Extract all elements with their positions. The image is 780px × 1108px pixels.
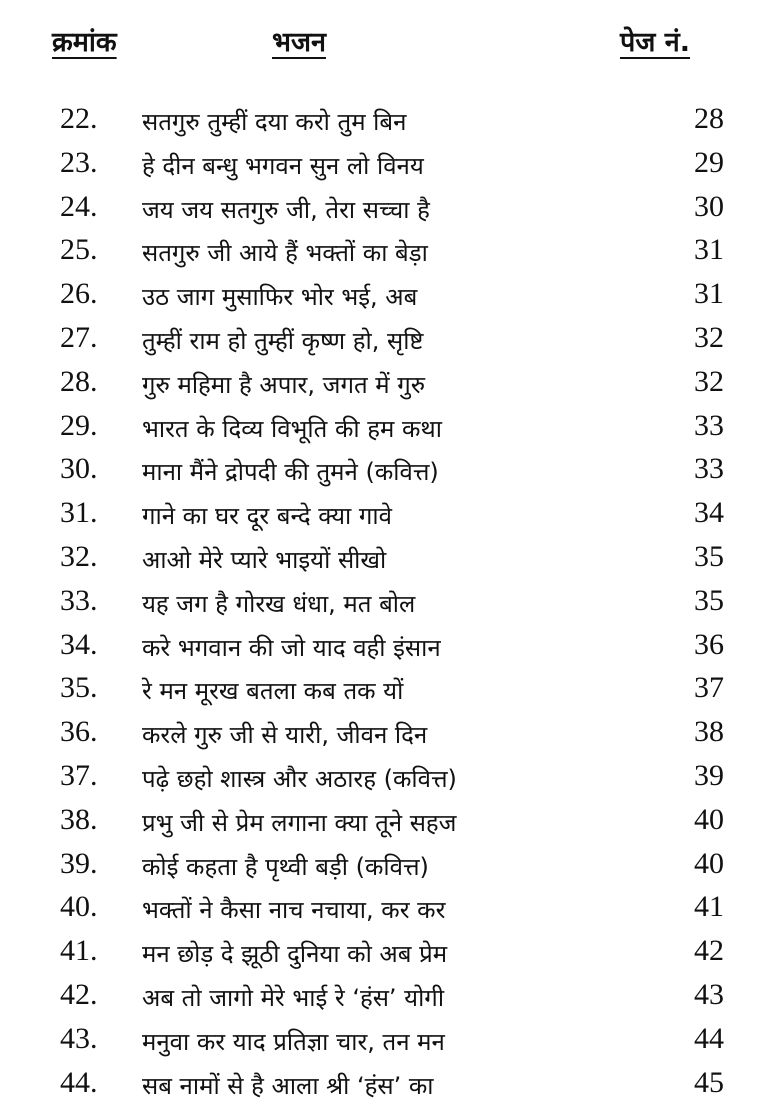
serial-number: 28. xyxy=(60,364,98,398)
serial-number: 24. xyxy=(60,189,98,223)
bhajan-title: भक्तों ने कैसा नाच नचाया, कर कर xyxy=(142,896,446,925)
bhajan-title: माना मैंने द्रोपदी की तुमने (कवित्त) xyxy=(142,458,439,487)
serial-number: 30. xyxy=(60,452,98,486)
list-item xyxy=(0,884,780,928)
serial-number: 23. xyxy=(60,145,98,179)
bhajan-title: हे दीन बन्धु भगवन सुन लो विनय xyxy=(142,151,424,180)
bhajan-title: आओ मेरे प्यारे भाइयों सीखो xyxy=(142,545,387,574)
page-number: 39 xyxy=(694,758,724,792)
bhajan-title: मन छोड़ दे झूठी दुनिया को अब प्रेम xyxy=(142,940,448,969)
list-item xyxy=(0,534,780,578)
serial-number: 37. xyxy=(60,758,98,792)
list-item xyxy=(0,622,780,666)
page-number: 34 xyxy=(694,496,724,530)
list-item xyxy=(0,665,780,709)
list-item xyxy=(0,315,780,359)
serial-number-header: क्रमांक xyxy=(52,27,117,58)
bhajan-title: मनुवा कर याद प्रतिज्ञा चार, तन मन xyxy=(142,1027,445,1056)
list-item xyxy=(0,446,780,490)
bhajan-title: प्रभु जी से प्रेम लगाना क्या तूने सहज xyxy=(142,808,457,837)
page-number-header: पेज नं. xyxy=(620,27,691,58)
bhajan-title: गुरु महिमा है अपार, जगत में गुरु xyxy=(142,370,426,399)
list-item xyxy=(0,271,780,315)
bhajan-title: कोई कहता है पृथ्वी बड़ी (कवित्त) xyxy=(142,852,429,881)
list-item xyxy=(0,403,780,447)
bhajan-title: रे मन मूरख बतला कब तक यों xyxy=(142,677,404,706)
page-number: 30 xyxy=(694,189,724,223)
list-item xyxy=(0,140,780,184)
list-item xyxy=(0,709,780,753)
serial-number: 27. xyxy=(60,320,98,354)
page-number: 33 xyxy=(694,408,724,442)
page-number: 32 xyxy=(694,364,724,398)
page-number: 31 xyxy=(694,233,724,267)
list-item xyxy=(0,184,780,228)
bhajan-title: यह जग है गोरख धंधा, मत बोल xyxy=(142,589,416,618)
page-number: 32 xyxy=(694,320,724,354)
serial-number: 22. xyxy=(60,102,98,135)
page-number: 40 xyxy=(694,846,724,880)
list-item xyxy=(0,96,780,140)
list-item xyxy=(0,578,780,622)
serial-number: 33. xyxy=(60,583,98,617)
bhajan-title: सब नामों से है आला श्री ‘हंस’ का xyxy=(142,1071,434,1100)
list-item xyxy=(0,928,780,972)
list-item xyxy=(0,753,780,797)
serial-number: 32. xyxy=(60,539,98,573)
page-number: 41 xyxy=(694,890,724,924)
serial-number: 25. xyxy=(60,233,98,267)
list-item xyxy=(0,797,780,841)
list-item xyxy=(0,227,780,271)
page-number: 36 xyxy=(694,627,724,661)
page-number: 28 xyxy=(694,102,724,135)
list-item xyxy=(0,972,780,1016)
page-number: 43 xyxy=(694,977,724,1011)
bhajan-index-list xyxy=(0,96,780,1103)
serial-number: 38. xyxy=(60,802,98,836)
list-item xyxy=(0,1016,780,1060)
serial-number: 34. xyxy=(60,627,98,661)
table-header xyxy=(0,14,780,64)
page-number: 38 xyxy=(694,715,724,749)
serial-number: 43. xyxy=(60,1021,98,1055)
page-number: 42 xyxy=(694,934,724,968)
serial-number: 31. xyxy=(60,496,98,530)
serial-number: 35. xyxy=(60,671,98,705)
list-item xyxy=(0,1060,780,1104)
bhajan-title: तुम्हीं राम हो तुम्हीं कृष्ण हो, सृष्टि xyxy=(142,326,424,355)
serial-number: 39. xyxy=(60,846,98,880)
bhajan-title: जय जय सतगुरु जी, तेरा सच्चा है xyxy=(142,195,430,224)
bhajan-title: भारत के दिव्य विभूति की हम कथा xyxy=(142,414,442,443)
bhajan-title: करले गुरु जी से यारी, जीवन दिन xyxy=(142,721,428,750)
bhajan-title: पढ़े छहो शास्त्र और अठारह (कवित्त) xyxy=(142,764,457,793)
serial-number: 26. xyxy=(60,277,98,311)
serial-number: 41. xyxy=(60,934,98,968)
serial-number: 44. xyxy=(60,1065,98,1099)
bhajan-title: सतगुरु जी आये हैं भक्तों का बेड़ा xyxy=(142,239,428,268)
page-number: 33 xyxy=(694,452,724,486)
list-item xyxy=(0,841,780,885)
page-number: 31 xyxy=(694,277,724,311)
bhajan-title: गाने का घर दूर बन्दे क्या गावे xyxy=(142,502,392,531)
bhajan-title: सतगुरु तुम्हीं दया करो तुम बिन xyxy=(142,108,407,136)
list-item xyxy=(0,490,780,534)
serial-number: 29. xyxy=(60,408,98,442)
page-number: 29 xyxy=(694,145,724,179)
list-item xyxy=(0,359,780,403)
serial-number: 42. xyxy=(60,977,98,1011)
serial-number: 40. xyxy=(60,890,98,924)
page-number: 40 xyxy=(694,802,724,836)
page-number: 44 xyxy=(694,1021,724,1055)
bhajan-title: उठ जाग मुसाफिर भोर भई, अब xyxy=(142,283,418,312)
bhajan-title: करे भगवान की जो याद वही इंसान xyxy=(142,633,441,662)
bhajan-title: अब तो जागो मेरे भाई रे ‘हंस’ योगी xyxy=(142,983,445,1012)
serial-number: 36. xyxy=(60,715,98,749)
page-number: 45 xyxy=(694,1065,724,1099)
page-number: 37 xyxy=(694,671,724,705)
bhajan-title-header: भजन xyxy=(272,27,326,58)
page-number: 35 xyxy=(694,583,724,617)
page-number: 35 xyxy=(694,539,724,573)
